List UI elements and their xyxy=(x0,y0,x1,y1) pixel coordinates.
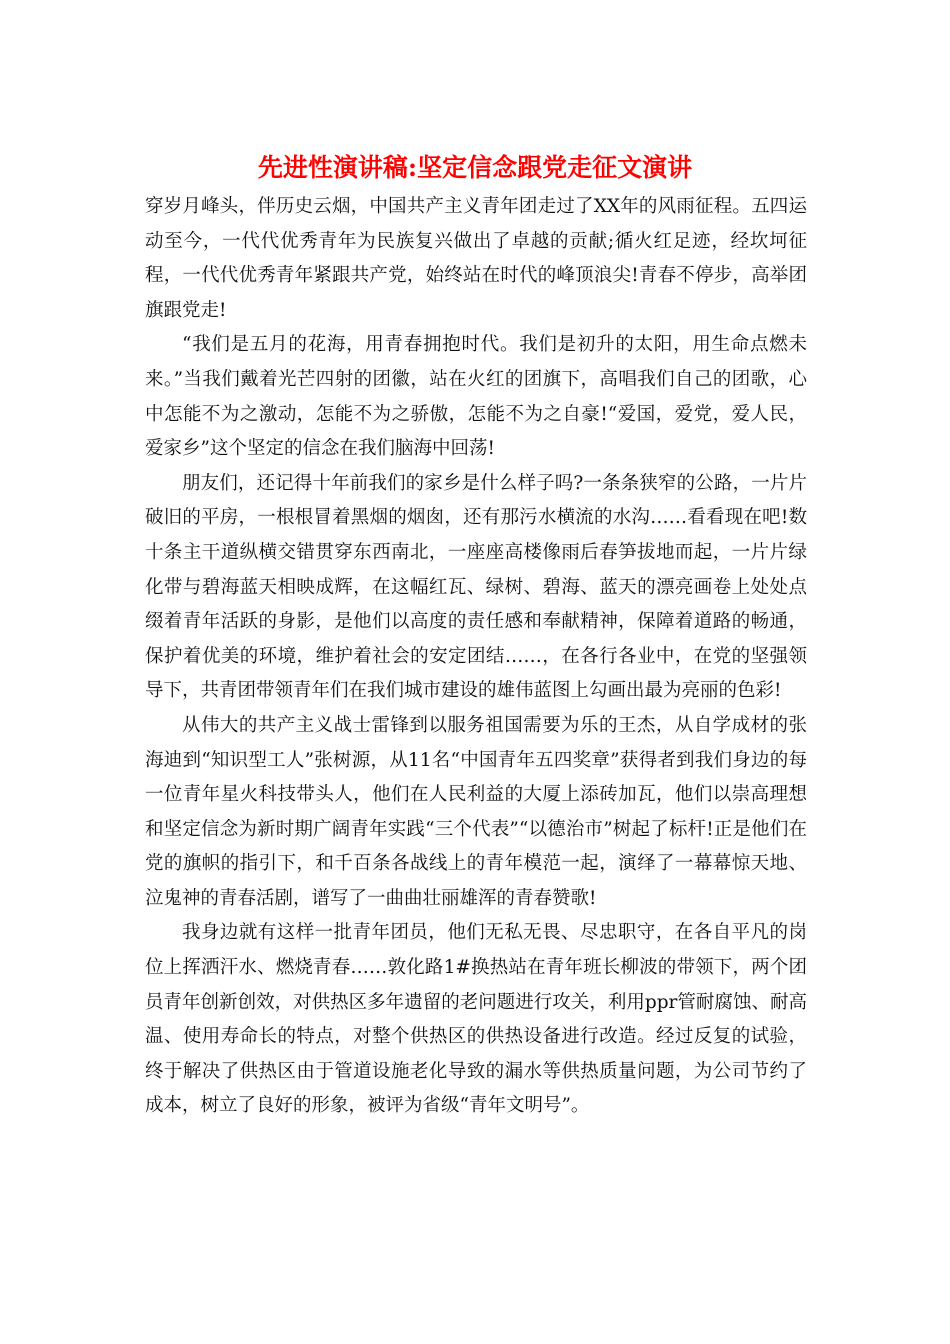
paragraph-4: 从伟大的共产主义战士雷锋到以服务祖国需要为乐的王杰，从自学成材的张海迪到“知识型工人”张树源，从11名“中国青年五四奖章”获得者到我们身边的每一位青年星火科技带头人，他们在人民利益的大厦上添砖加瓦，他们以崇高理想和坚定信念为新时期广阔青年实践“三个代表”“以德治市”树起了标杆!正是他们在党的旗帜的指引下，和千百条各战线上的青年模范一起，演绎了一幕幕惊天地、泣鬼神的青春活剧，谱写了一曲曲壮丽雄浑的青春赞歌! xyxy=(145,714,807,909)
paragraph-1: 穿岁月峰头，伴历史云烟，中国共产主义青年团走过了XX年的风雨征程。五四运动至今，一代代优秀青年为民族复兴做出了卓越的贡献;循火红足迹，经坎坷征程，一代代优秀青年紧跟共产党，始终站在时代的峰顶浪尖!青春不停步，高举团旗跟党走! xyxy=(145,196,807,321)
paragraph-2: “我们是五月的花海，用青春拥抱时代。我们是初升的太阳，用生命点燃未来。”当我们戴着光芒四射的团徽，站在火红的团旗下，高唱我们自己的团歌，心中怎能不为之激动，怎能不为之骄傲，怎能不为之自豪!“爱国，爱党，爱人民，爱家乡”这个坚定的信念在我们脑海中回荡! xyxy=(145,334,807,460)
document-title: 先进性演讲稿:坚定信念跟党走征文演讲 xyxy=(257,153,693,182)
document-body xyxy=(145,190,807,1124)
paragraph-5: 我身边就有这样一批青年团员，他们无私无畏、尽忠职守，在各自平凡的岗位上挥洒汗水、燃烧青春……敦化路1#换热站在青年班长柳波的带领下，两个团员青年创新创效，对供热区多年遗留的老问题进行攻关，利用ppr管耐腐蚀、耐高温、使用寿命长的特点，对整个供热区的供热设备进行改造。经过反复的试验，终于解决了供热区由于管道设施老化导致的漏水等供热质量问题，为公司节约了成本，树立了良好的形象，被评为省级“青年文明号”。 xyxy=(145,922,807,1117)
paragraph-3: 朋友们，还记得十年前我们的家乡是什么样子吗?一条条狭窄的公路，一片片破旧的平房，一根根冒着黑烟的烟囱，还有那污水横流的水沟……看看现在吧!数十条主干道纵横交错贯穿东西南北，一座座高楼像雨后春笋拔地而起，一片片绿化带与碧海蓝天相映成辉，在这幅红瓦、绿树、碧海、蓝天的漂亮画卷上处处点缀着青年活跃的身影，是他们以高度的责任感和奉献精神，保障着道路的畅通，保护着优美的环境，维护着社会的安定团结……，在各行各业中，在党的坚强领导下，共青团带领青年们在我们城市建设的雄伟蓝图上勾画出最为亮丽的色彩! xyxy=(145,472,807,702)
